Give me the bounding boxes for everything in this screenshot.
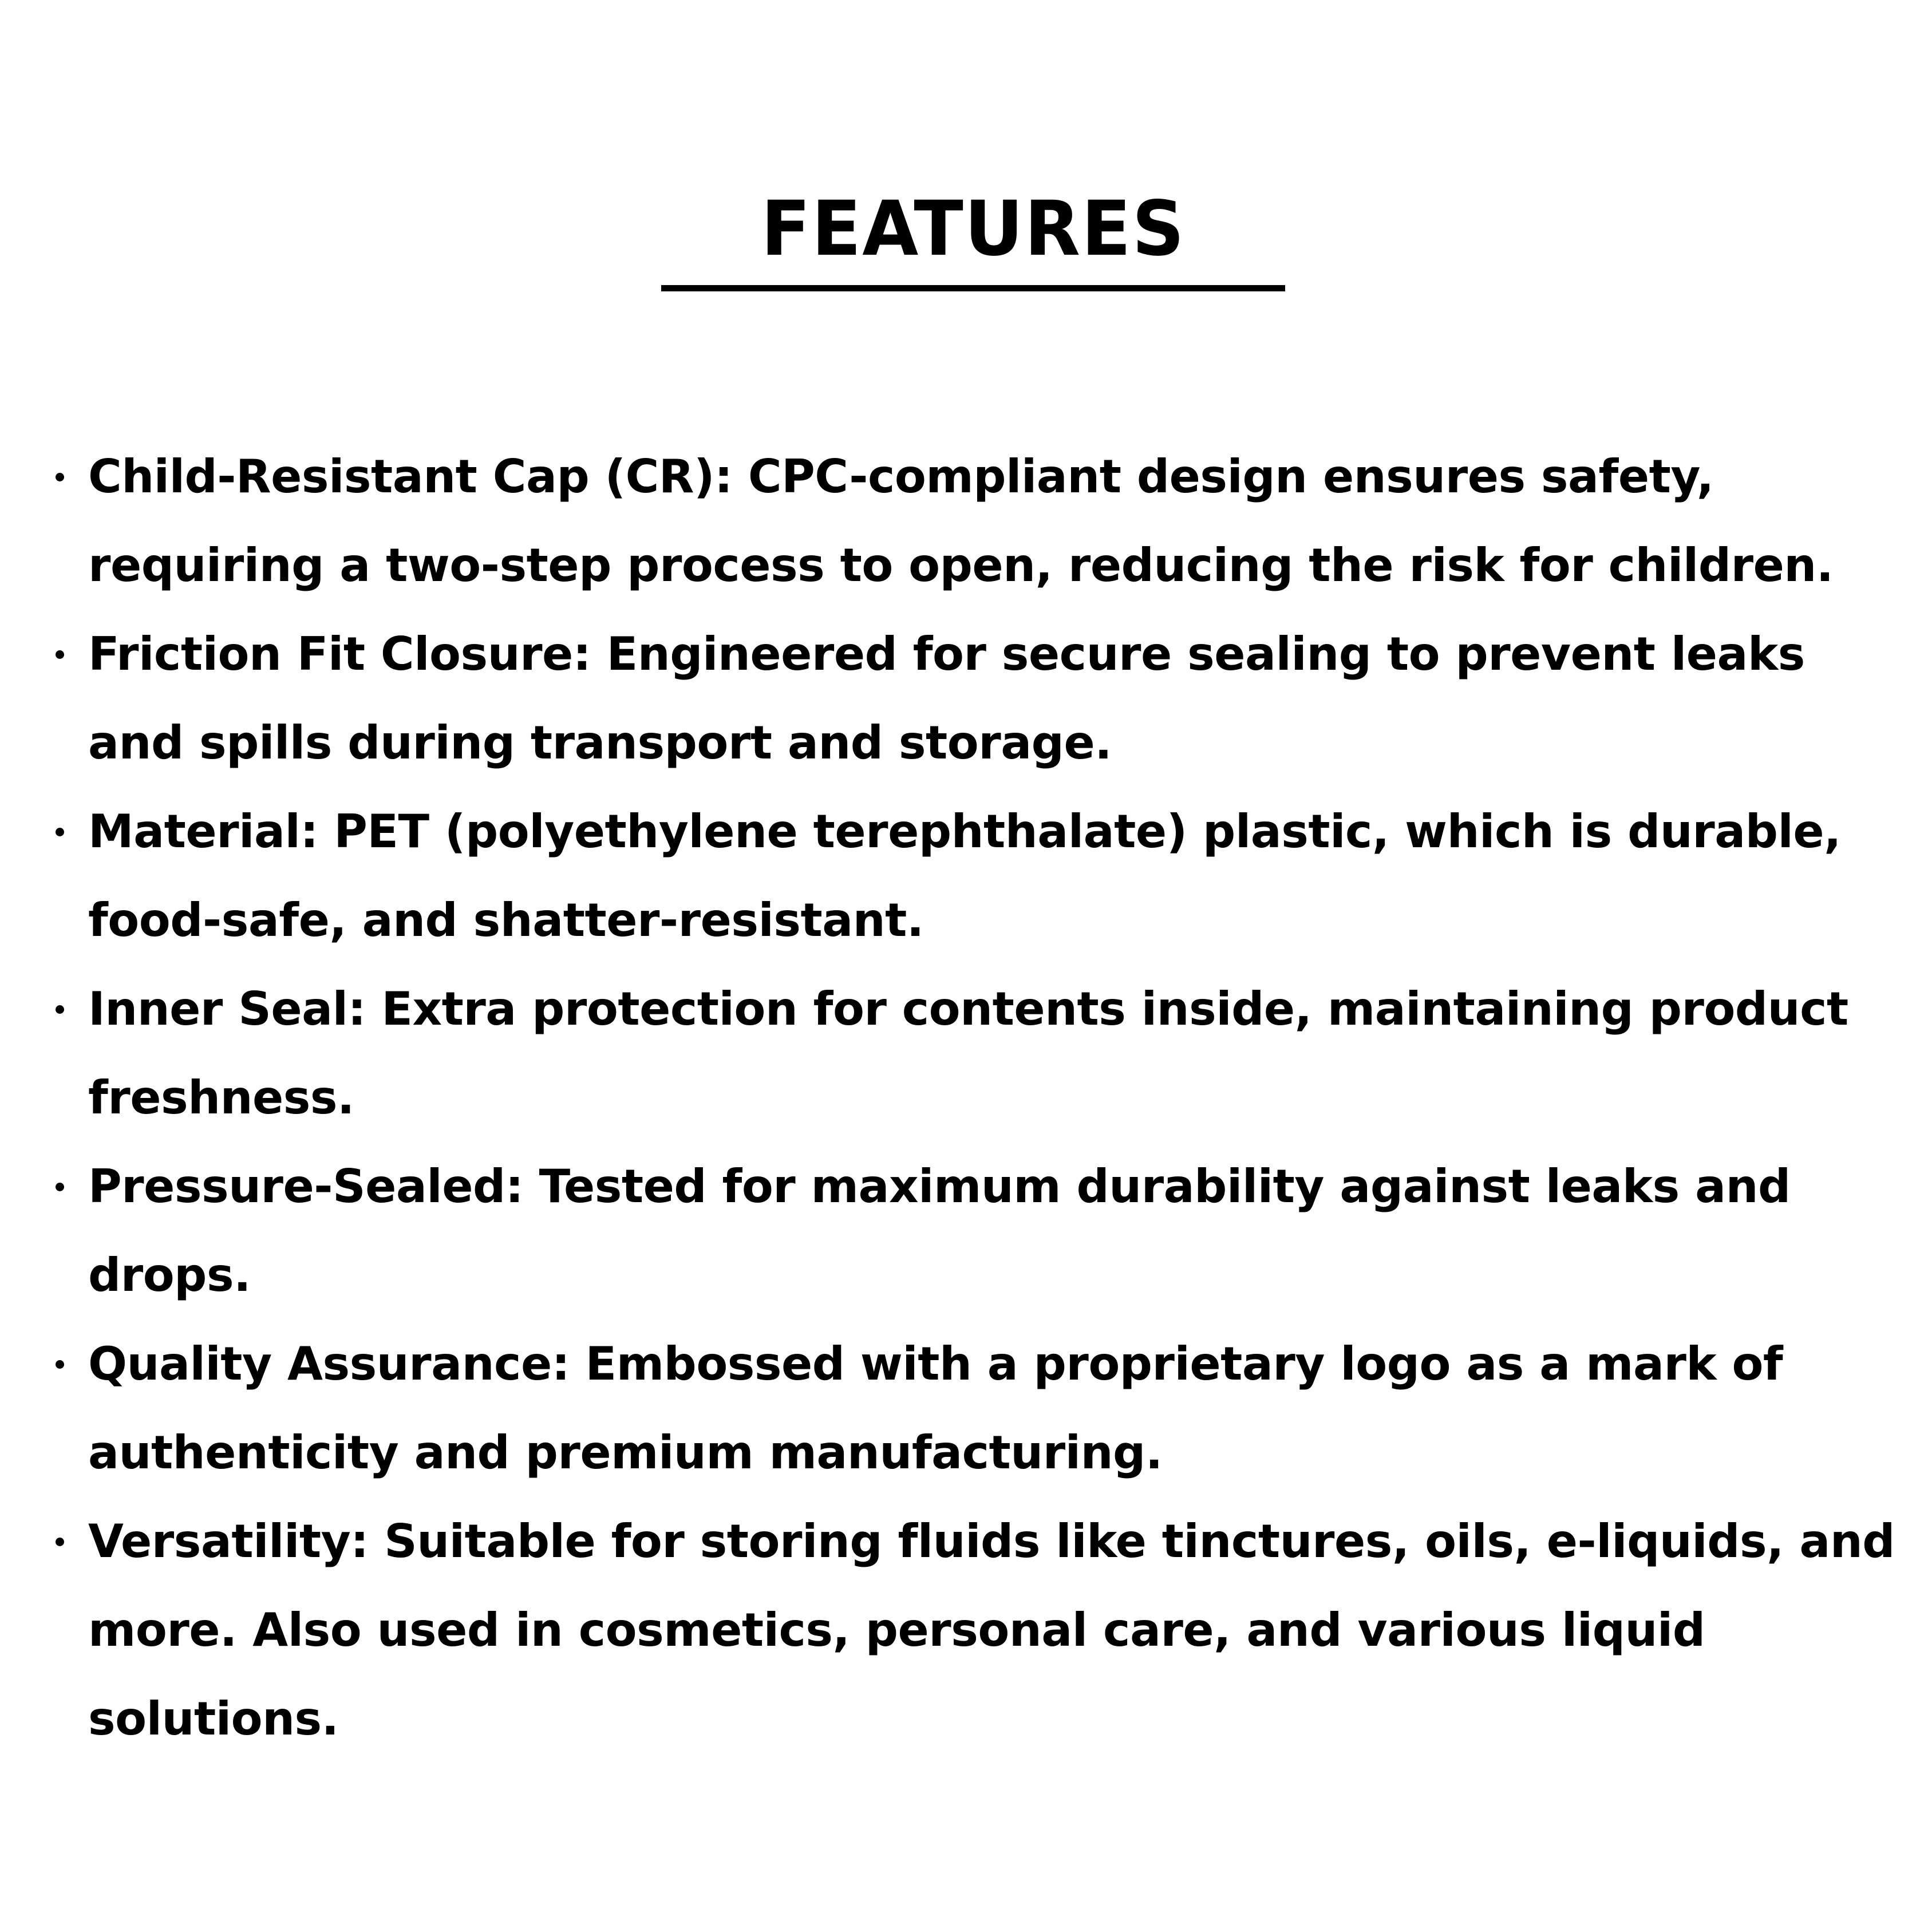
bullet-icon: [56, 1005, 64, 1014]
feature-text: Material: PET (polyethylene terephthalate) plastic, which is durable, food-safe, and shatter-resistant.: [88, 805, 1842, 947]
page-title: FEATURES: [761, 185, 1186, 273]
feature-child-resistant-cap: [46, 432, 1901, 610]
bullet-icon: [56, 1183, 64, 1191]
feature-versatility: [46, 1497, 1901, 1763]
bullet-icon: [56, 473, 64, 481]
feature-quality-assurance: [46, 1319, 1901, 1497]
title-container: [661, 183, 1285, 275]
bullet-icon: [56, 1360, 64, 1369]
feature-text: Quality Assurance: Embossed with a proprietary logo as a mark of authenticity and premium manufacturing.: [88, 1337, 1783, 1479]
feature-friction-fit-closure: [46, 610, 1901, 787]
feature-text: Pressure-Sealed: Tested for maximum durability against leaks and drops.: [88, 1160, 1791, 1302]
features-list: [46, 432, 1901, 1763]
feature-text: Versatility: Suitable for storing fluids like tinctures, oils, e-liquids, and more. Also used in cosmetics, personal care, and various liquid solutions.: [88, 1515, 1895, 1745]
feature-text: Child-Resistant Cap (CR): CPC-compliant design ensures safety, requiring a two-step process to open, reducing the risk for children.: [88, 450, 1834, 592]
feature-inner-seal: [46, 965, 1901, 1142]
feature-text: Friction Fit Closure: Engineered for secure sealing to prevent leaks and spills during transport and storage.: [88, 627, 1805, 769]
feature-text: Inner Seal: Extra protection for contents inside, maintaining product freshness.: [88, 982, 1848, 1124]
bullet-icon: [56, 1538, 64, 1546]
feature-pressure-sealed: [46, 1142, 1901, 1319]
bullet-icon: [56, 650, 64, 659]
title-underline: [661, 285, 1285, 291]
feature-material: [46, 787, 1901, 965]
bullet-icon: [56, 828, 64, 836]
